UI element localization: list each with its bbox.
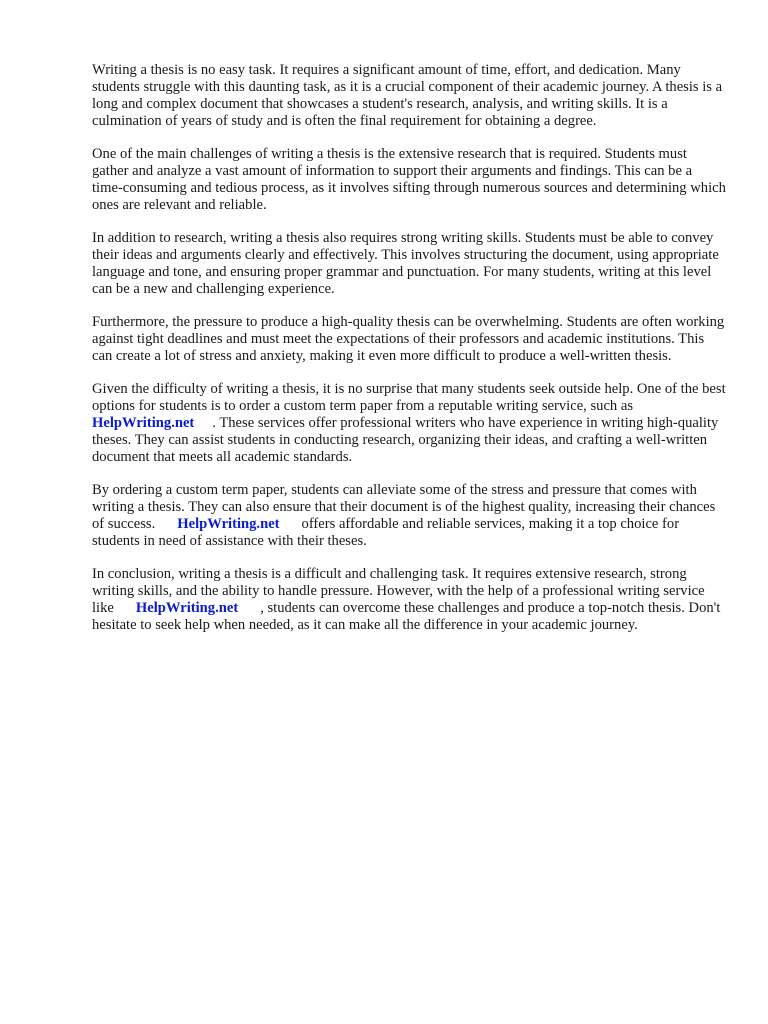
paragraph-text: offers affordable and reliable services, making it a top choice for students in need of assistance with their theses. [92, 516, 680, 549]
helpwriting-link[interactable]: HelpWriting.net [92, 415, 195, 431]
helpwriting-link[interactable]: HelpWriting.net [177, 516, 280, 532]
helpwriting-link[interactable]: HelpWriting.net [135, 600, 239, 616]
document-body [92, 62, 726, 650]
paragraph-intro: Writing a thesis is no easy task. It requires a significant amount of time, effort, and dedication. Many students struggle with this daunting task, as it is a crucial component of their academic journey. A thesis is a long and complex document that showcases a student's research, analysis, and writing skills. It is a culmination of years of study and is often the final requirement for obtaining a degree. [92, 62, 723, 129]
paragraph-text: , students can overcome these challenges and produce a top-notch thesis. Don't hesitate to seek help when needed, as it can make all the difference in your academic journey. [92, 600, 721, 633]
paragraph-text: In conclusion, writing a thesis is a difficult and challenging task. It requires extensive research, strong writing skills, and the ability to handle pressure. However, with the help of a professional writing service like [92, 566, 705, 616]
paragraph-outside-help [92, 381, 726, 466]
paragraph-conclusion [92, 566, 726, 634]
paragraph-text: By ordering a custom term paper, students can alleviate some of the stress and pressure that comes with writing a thesis. They can also ensure that their document is of the highest quality, increasing their chances of success. [92, 482, 716, 532]
paragraph-text: . These services offer professional writers who have experience in writing high-quality theses. They can assist students in conducting research, organizing their ideas, and crafting a well-written document that meets all academic standards. [92, 415, 719, 465]
paragraph-pressure: Furthermore, the pressure to produce a high-quality thesis can be overwhelming. Students are often working against tight deadlines and must meet the expectations of their professors and academic institutions. This can create a lot of stress and anxiety, making it even more difficult to produce a well-written thesis. [92, 314, 725, 364]
paragraph-writing-skills: In addition to research, writing a thesis also requires strong writing skills. Students must be able to convey their ideas and arguments clearly and effectively. This involves structuring the document, using appropriate language and tone, and ensuring proper grammar and punctuation. For many students, writing at this level can be a new and challenging experience. [92, 230, 719, 297]
paragraph-research: One of the main challenges of writing a thesis is the extensive research that is required. Students must gather and analyze a vast amount of information to support their arguments and findings. This can be a time-consuming and tedious process, as it involves sifting through numerous sources and determining which ones are relevant and reliable. [92, 146, 726, 213]
paragraph-text: Given the difficulty of writing a thesis, it is no surprise that many students seek outside help. One of the best options for students is to order a custom term paper from a reputable writing service, such as [92, 381, 726, 414]
paragraph-ordering [92, 482, 726, 550]
